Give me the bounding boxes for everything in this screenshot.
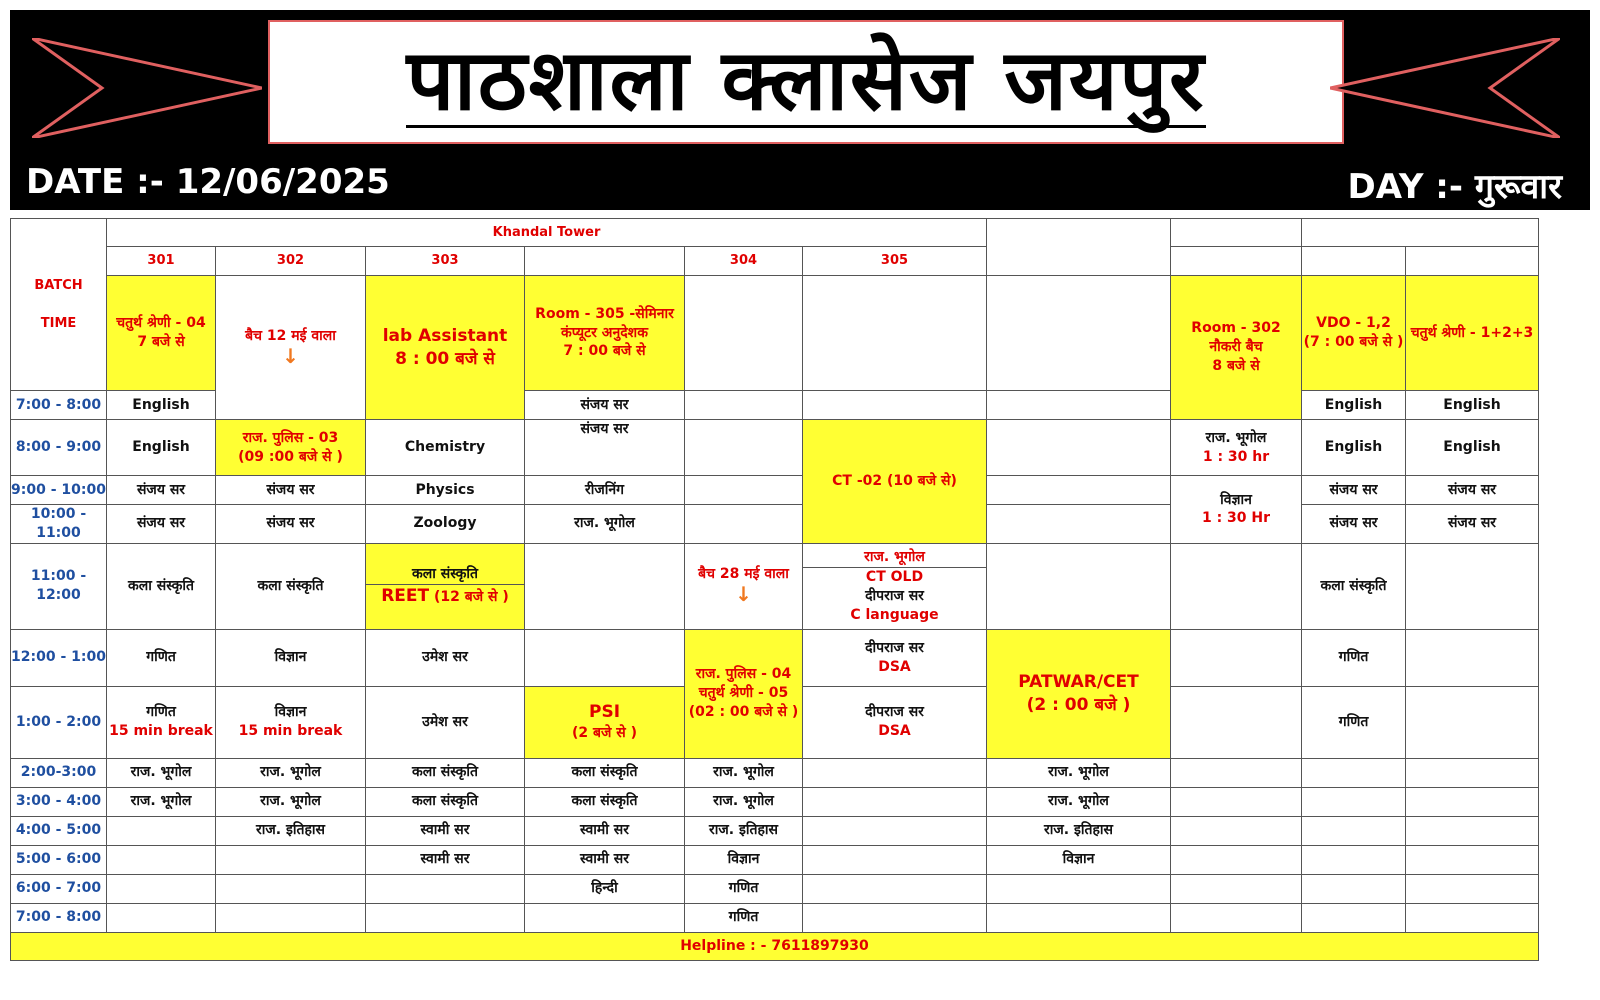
page-title: पाठशाला क्लासेज जयपुर bbox=[406, 31, 1206, 130]
empty-cell bbox=[685, 505, 803, 544]
batch-chaturth-04: चतुर्थ श्रेणी - 04 7 बजे से bbox=[107, 276, 216, 391]
empty-cell bbox=[1302, 787, 1406, 816]
cell: संजय सर bbox=[1302, 505, 1406, 544]
cell: English bbox=[1302, 420, 1406, 476]
cell: English bbox=[1406, 420, 1539, 476]
cell: संजय सर bbox=[1406, 505, 1539, 544]
cell-raj-bhugol: राज. भूगोल 1 : 30 hr bbox=[1171, 420, 1302, 476]
empty-cell bbox=[1171, 543, 1302, 629]
batch-naukri: Room - 302 नौकरी बैच 8 बजे से bbox=[1171, 276, 1302, 420]
room-304: 304 bbox=[685, 247, 803, 276]
cell-ct-old: राज. भूगोल CT OLD दीपराज सर C language bbox=[803, 543, 987, 629]
empty-cell bbox=[1406, 543, 1539, 629]
empty-cell bbox=[803, 816, 987, 845]
cell: कला संस्कृति bbox=[525, 758, 685, 787]
batch-lab-assistant: lab Assistant 8 : 00 बजे से bbox=[366, 276, 525, 420]
batch-28-may: बैच 28 मई वाला ↓ bbox=[685, 543, 803, 629]
cell: गणित bbox=[1302, 629, 1406, 686]
empty-cell bbox=[803, 845, 987, 874]
cell: संजय सर bbox=[107, 505, 216, 544]
time-slot: 7:00 - 8:00 bbox=[11, 903, 107, 932]
time-slot: 5:00 - 6:00 bbox=[11, 845, 107, 874]
batch-computer: Room - 305 -सेमिनार कंप्यूटर अनुदेशक 7 : 00 बजे से bbox=[525, 276, 685, 391]
cell-psi: PSI (2 बजे से ) bbox=[525, 686, 685, 758]
time-slot: 9:00 - 10:00 bbox=[11, 476, 107, 505]
cell: कला संस्कृति bbox=[216, 543, 366, 629]
empty-cell bbox=[216, 903, 366, 932]
empty-cell bbox=[987, 276, 1171, 391]
cell: राज. भूगोल bbox=[216, 787, 366, 816]
cell-dsa: दीपराज सर DSA bbox=[803, 629, 987, 686]
empty-cell bbox=[685, 276, 803, 391]
cell: राज. भूगोल bbox=[107, 787, 216, 816]
cell: हिन्दी bbox=[525, 874, 685, 903]
empty-cell bbox=[685, 476, 803, 505]
empty-cell bbox=[1171, 845, 1302, 874]
cell-raj-police-03: राज. पुलिस - 03 (09 :00 बजे से ) bbox=[216, 420, 366, 476]
cell-vigyan: विज्ञान 1 : 30 Hr bbox=[1171, 476, 1302, 544]
empty-cell bbox=[987, 219, 1171, 276]
cell: Zoology bbox=[366, 505, 525, 544]
empty-cell bbox=[366, 903, 525, 932]
cell: कला संस्कृति bbox=[525, 787, 685, 816]
cell: स्वामी सर bbox=[366, 816, 525, 845]
cell: स्वामी सर bbox=[366, 845, 525, 874]
empty-cell bbox=[987, 505, 1171, 544]
empty-cell bbox=[1302, 219, 1539, 247]
batch-vdo: VDO - 1,2 (7 : 00 बजे से ) bbox=[1302, 276, 1406, 391]
cell: स्वामी सर bbox=[525, 816, 685, 845]
empty-cell bbox=[107, 874, 216, 903]
empty-cell bbox=[803, 391, 987, 420]
cell: English bbox=[107, 420, 216, 476]
cell: राज. भूगोल bbox=[685, 758, 803, 787]
empty-cell bbox=[1171, 686, 1302, 758]
cell: कला संस्कृति bbox=[1302, 543, 1406, 629]
time-slot: 4:00 - 5:00 bbox=[11, 816, 107, 845]
cell: संजय सर bbox=[525, 391, 685, 420]
empty-cell bbox=[216, 845, 366, 874]
empty-cell bbox=[803, 903, 987, 932]
cell-break: विज्ञान 15 min break bbox=[216, 686, 366, 758]
cell: कला संस्कृति bbox=[107, 543, 216, 629]
empty-cell bbox=[1171, 816, 1302, 845]
empty-cell bbox=[216, 874, 366, 903]
cell: संजय सर bbox=[1406, 476, 1539, 505]
empty-cell bbox=[803, 276, 987, 391]
cell: स्वामी सर bbox=[525, 845, 685, 874]
cell: राज. भूगोल bbox=[525, 505, 685, 544]
left-pennant-icon bbox=[32, 38, 262, 138]
empty-cell bbox=[987, 874, 1171, 903]
cell: उमेश सर bbox=[366, 686, 525, 758]
cell: गणित bbox=[685, 903, 803, 932]
cell: राज. इतिहास bbox=[987, 816, 1171, 845]
empty-cell bbox=[366, 874, 525, 903]
empty-cell bbox=[1406, 787, 1539, 816]
time-slot: 11:00 - 12:00 bbox=[11, 543, 107, 629]
empty-cell bbox=[1406, 629, 1539, 686]
empty-cell bbox=[1406, 903, 1539, 932]
empty-cell bbox=[525, 629, 685, 686]
time-slot: 6:00 - 7:00 bbox=[11, 874, 107, 903]
cell: राज. भूगोल bbox=[685, 787, 803, 816]
empty-cell bbox=[1171, 247, 1302, 276]
empty-cell bbox=[803, 874, 987, 903]
cell-dsa: दीपराज सर DSA bbox=[803, 686, 987, 758]
empty-cell bbox=[987, 391, 1171, 420]
cell: राज. इतिहास bbox=[216, 816, 366, 845]
cell: रीजनिंग bbox=[525, 476, 685, 505]
empty-cell bbox=[107, 816, 216, 845]
time-slot: 12:00 - 1:00 bbox=[11, 629, 107, 686]
cell: संजय सर bbox=[216, 505, 366, 544]
empty-cell bbox=[987, 543, 1171, 629]
empty-cell bbox=[803, 787, 987, 816]
cell: संजय सर bbox=[107, 476, 216, 505]
cell: संजय सर bbox=[525, 420, 685, 476]
empty-cell bbox=[1171, 903, 1302, 932]
batch-chaturth-123: चतुर्थ श्रेणी - 1+2+3 bbox=[1406, 276, 1539, 391]
batch-time-header: BATCH TIME bbox=[11, 219, 107, 391]
empty-cell bbox=[1302, 903, 1406, 932]
cell: उमेश सर bbox=[366, 629, 525, 686]
cell: विज्ञान bbox=[685, 845, 803, 874]
empty-cell bbox=[987, 476, 1171, 505]
cell-raj-police-04: राज. पुलिस - 04 चतुर्थ श्रेणी - 05 (02 : 00 बजे से ) bbox=[685, 629, 803, 758]
time-slot: 10:00 - 11:00 bbox=[11, 505, 107, 544]
empty-cell bbox=[1302, 247, 1406, 276]
cell-patwar: PATWAR/CET (2 : 00 बजे ) bbox=[987, 629, 1171, 758]
empty-cell bbox=[1406, 758, 1539, 787]
empty-cell bbox=[1171, 629, 1302, 686]
empty-cell bbox=[525, 903, 685, 932]
arrow-down-icon: ↓ bbox=[735, 582, 752, 607]
date-label: DATE :- 12/06/2025 bbox=[26, 162, 390, 202]
cell: राज. भूगोल bbox=[987, 758, 1171, 787]
cell: Chemistry bbox=[366, 420, 525, 476]
empty-cell bbox=[1406, 845, 1539, 874]
room-302: 302 bbox=[216, 247, 366, 276]
cell: Physics bbox=[366, 476, 525, 505]
room-301: 301 bbox=[107, 247, 216, 276]
batch-12-may: बैच 12 मई वाला ↓ bbox=[216, 276, 366, 420]
cell: राज. इतिहास bbox=[685, 816, 803, 845]
empty-cell bbox=[1171, 758, 1302, 787]
cell: English bbox=[1406, 391, 1539, 420]
empty-cell bbox=[1302, 816, 1406, 845]
helpline: Helpline : - 7611897930 bbox=[11, 932, 1539, 960]
timetable bbox=[10, 218, 1539, 961]
empty-cell bbox=[987, 903, 1171, 932]
empty-cell bbox=[685, 391, 803, 420]
empty-cell bbox=[803, 758, 987, 787]
empty-cell bbox=[1406, 874, 1539, 903]
time-slot: 7:00 - 8:00 bbox=[11, 391, 107, 420]
cell: कला संस्कृति bbox=[366, 787, 525, 816]
title-box bbox=[268, 20, 1344, 144]
cell: कला संस्कृति bbox=[366, 758, 525, 787]
building-name: Khandal Tower bbox=[107, 219, 987, 247]
empty-cell bbox=[525, 247, 685, 276]
empty-cell bbox=[1171, 219, 1302, 247]
cell: English bbox=[1302, 391, 1406, 420]
empty-cell bbox=[1406, 686, 1539, 758]
empty-cell bbox=[107, 903, 216, 932]
cell: राज. भूगोल bbox=[107, 758, 216, 787]
empty-cell bbox=[685, 420, 803, 476]
time-slot: 3:00 - 4:00 bbox=[11, 787, 107, 816]
empty-cell bbox=[1171, 874, 1302, 903]
room-305: 305 bbox=[803, 247, 987, 276]
cell-break: गणित 15 min break bbox=[107, 686, 216, 758]
cell: राज. भूगोल bbox=[987, 787, 1171, 816]
cell: गणित bbox=[685, 874, 803, 903]
cell: राज. भूगोल bbox=[216, 758, 366, 787]
cell: गणित bbox=[1302, 686, 1406, 758]
day-label: DAY :- गुरूवार bbox=[1347, 167, 1562, 207]
cell: गणित bbox=[107, 629, 216, 686]
header-banner bbox=[10, 10, 1590, 210]
time-slot: 8:00 - 9:00 bbox=[11, 420, 107, 476]
cell-ct02: CT -02 (10 बजे से) bbox=[803, 420, 987, 544]
empty-cell bbox=[1406, 816, 1539, 845]
arrow-down-icon: ↓ bbox=[282, 343, 299, 368]
cell-reet: कला संस्कृति REET (12 बजे से ) bbox=[366, 543, 525, 629]
room-303: 303 bbox=[366, 247, 525, 276]
right-pennant-icon bbox=[1330, 38, 1560, 138]
empty-cell bbox=[987, 420, 1171, 476]
cell: विज्ञान bbox=[987, 845, 1171, 874]
empty-cell bbox=[1302, 758, 1406, 787]
empty-cell bbox=[1302, 874, 1406, 903]
empty-cell bbox=[1171, 787, 1302, 816]
cell: विज्ञान bbox=[216, 629, 366, 686]
empty-cell bbox=[1302, 845, 1406, 874]
empty-cell bbox=[525, 543, 685, 629]
empty-cell bbox=[1406, 247, 1539, 276]
empty-cell bbox=[107, 845, 216, 874]
time-slot: 1:00 - 2:00 bbox=[11, 686, 107, 758]
cell: English bbox=[107, 391, 216, 420]
cell: संजय सर bbox=[1302, 476, 1406, 505]
time-slot: 2:00-3:00 bbox=[11, 758, 107, 787]
cell: संजय सर bbox=[216, 476, 366, 505]
